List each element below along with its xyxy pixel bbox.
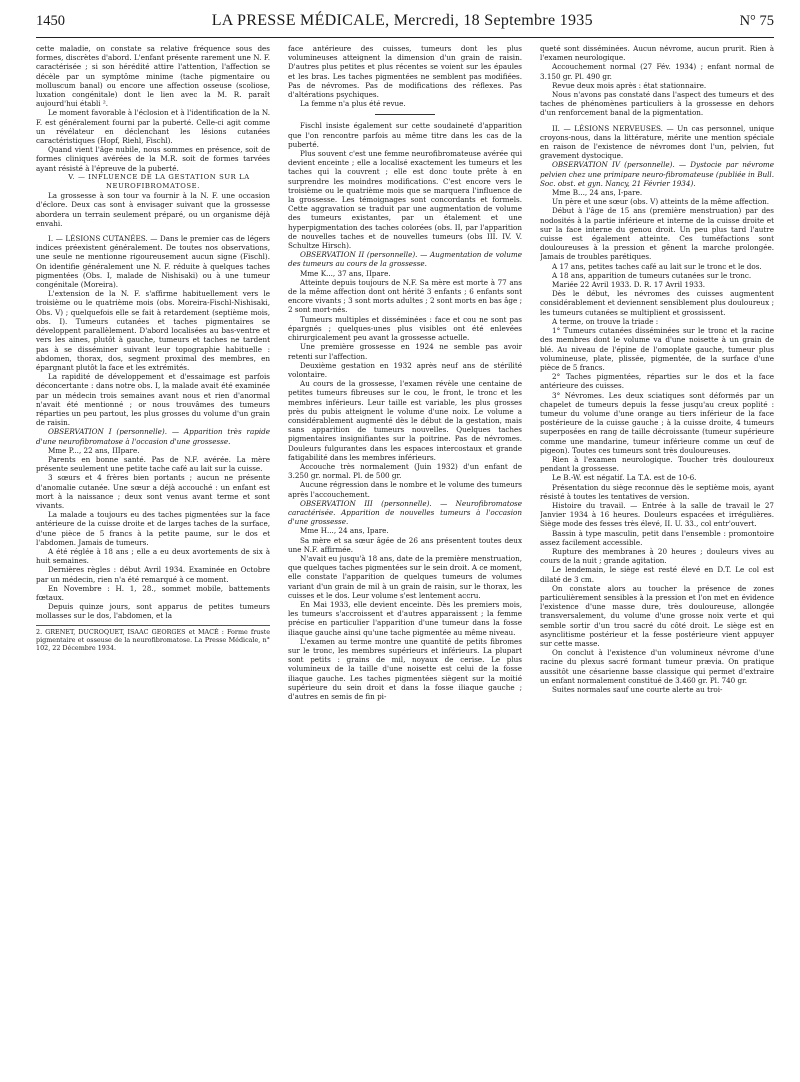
paragraph: Accouche très normalement (Juin 1932) d'un enfant de 3.250 gr. normal. Pl. de 500 gr. [288,461,522,481]
paragraph: Début à l'âge de 15 ans (première menstruation) par des nodosités à la partie inférieure et interne de la cuisse droite et sur la face interne du genou droit. Un peu plus tard l'autre cuisse est également atteinte. Ces tuméfactions sont douloureuses à la pression et gênent la marche prolongée. Jamais de troubles parétiques. [540,206,774,262]
observation-heading: OBSERVATION III (personnelle). — Neurofibromatose caractérisée. Apparition de nouvelles tumeurs à l'occasion d'une grossesse. [288,498,522,527]
paragraph: L'extension de la N. F. s'affirme habituellement vers le troisième ou le quatrième mois (obs. Moreira-Fischl-Nishisaki, Obs. V) ; quelquefois elle se fait à retardement (septième mois, obs. I). Tumeurs cutanées et taches pigmentaires se développent parallèlement. D'abord localisées au bas-ventre et vers les aines, plutôt à gauche, tumeurs et taches ne tardent pas à se disséminer suivant leur topographie habituelle : abdomen, thorax, dos, segment proximal des membres, en épargnant plutôt la face et les extrémités. [36,289,270,372]
issue-number: N° 75 [739,13,774,29]
paragraph: Présentation du siège reconnue dès le septième mois, ayant résisté à toutes les tentatives de version. [540,482,774,501]
column-left [36,44,270,1074]
header-rule [36,37,774,38]
page-header [36,12,774,36]
paragraph: A terme, on trouve la triade : [552,316,659,326]
paragraph: En Mai 1933, elle devient enceinte. Dès les premiers mois, les tumeurs s'accroissent et d'autres apparaissent ; la femme précise en particulier l'apparition d'une tumeur dans la fosse iliaque gauche ainsi qu'une tache pigmentée au même niveau. [288,599,522,637]
journal-title: LA PRESSE MÉDICALE, Mercredi, 18 Septembre 1935 [211,12,593,29]
paragraph: Rien à l'examen neurologique. Toucher très douloureux pendant la grossesse. [540,454,774,474]
paragraph: II. — LÉSIONS NERVEUSES. — Un cas personnel, unique croyons-nous, dans la littérature, mérite une mention spéciale en raison de l'existence de névromes dont l'un, pelvien, fut gravement dystocique. [540,123,774,161]
paragraph: La grossesse à son tour va fournir à la N. F. une occasion d'éclore. Deux cas sont à envisager suivant que la grossesse abordera un terrain seulement préparé, ou un organisme déjà envahi. [36,191,270,228]
paragraph: N'avait eu jusqu'à 18 ans, date de la première menstruation, que quelques taches pigmentées sur le sein droit. A ce moment, elle constate l'apparition de quelques tumeurs de volumes variant d'un grain de mil à un grain de raisin, sur le thorax, les cuisses et le dos. Leur volume s'est lentement accru. [288,553,522,600]
observation-heading: OBSERVATION I (personnelle). — Apparition très rapide d'une neurofibromatose à l'occasion d'une grossesse. [36,427,270,446]
observation-heading: OBSERVATION II (personnelle). — Augmentation de volume des tumeurs au cours de la grossesse. [288,250,522,269]
paragraph: Histoire du travail. — Entrée à la salle de travail le 27 Janvier 1934 à 16 heures. Douleurs espacées et irrégulières. Siège mode des fesses très élevé, II. U. 33., col entr'ouvert. [540,500,774,529]
paragraph: Mme H..., 24 ans, Ipare. [300,526,389,536]
footnote: 2. GRENET, DUCROQUET, ISAAC GEORGES et MACÉ : Forme fruste pigmentaire et osseuse de la neurofibromatose. La Presse Médicale, n° 102, 22 Décembre 1934. [36,625,270,652]
paragraph: Bassin à type masculin, petit dans l'ensemble : promontoire assez facilement accessible. [540,528,774,547]
paragraph: Accouchement normal (27 Fév. 1934) ; enfant normal de 3.150 gr. Pl. 490 gr. [540,62,774,81]
paragraph: L'examen au terme montre une quantité de petits fibromes sur le tronc, les membres supérieurs et inférieurs. La plupart sont petits : grains de mil, noyaux de cerise. Le plus volumineux de la taille d'une noisette est celui de la fosse iliaque gauche. Les taches pigmentées siègent sur la moitié supérieure du sein droit et dans la fosse iliaque gauche ; d'autres en semis de fin pi- [288,636,522,702]
paragraph: I. — LÉSIONS CUTANÉES. — Dans le premier cas de légers indices préexistent généralement. De toutes nos observations, une seule ne mentionne rigoureusement aucun signe (Fischl). On identifie généralement une N. F. réduite à quelques taches pigmentées (Obs. I, malade de Nishisaki) ou à une tumeur congénitale (Moreira). [36,234,270,290]
paragraph: Le B.-W. est négatif. La T.A. est de 10-6. [552,473,697,483]
paragraph: La femme n'a plus été revue. [300,99,406,109]
paragraph: En Novembre : H. 1, 28., sommet mobile, battements fœtaux. [36,583,270,602]
paragraph: Mme K..., 37 ans, IIpare. [300,268,391,278]
paragraph: Rupture des membranes à 20 heures ; douleurs vives au cours de la nuit ; grande agitation. [540,546,774,566]
paragraph: Mme P..., 22 ans, IIIpare. [48,445,140,455]
paragraph: Tumeurs multiples et disséminées : face et cou ne sont pas épargnés ; quelques-unes plus visibles ont été enlevées chirurgicalement peu avant la grossesse actuelle. [288,314,522,343]
page-number: 1450 [36,13,65,29]
observation-heading: OBSERVATION IV (personnelle). — Dystocie par névrome pelvien chez une primipare neuro-fibromateuse (publiée in Bull. Soc. obst. et gyn. Nancy, 21 Février 1934). [540,160,774,188]
paragraph: face antérieure des cuisses, tumeurs dont les plus volumineuses atteignent la dimension d'un grain de raisin. D'autres plus petites et plus récentes se voient sur les épaules et les bras. Les taches pigmentées ne semblent pas modifiées. Pas de névromes. Pas de modifications des réflexes. Pas d'altérations psychiques. [288,44,522,100]
paragraph: Fischl insiste également sur cette soudaineté d'apparition que l'on rencontre parfois au même titre dans les cas de la puberté. [288,121,522,149]
paragraph: Le moment favorable à l'éclosion et à l'identification de la N. F. est généralement fourni par la puberté. Celle-ci agit comme un révélateur en déclenchant les lésions cutanées caractéristiques (Hopf, Riehl, Fischl). [36,108,270,146]
paragraph: Une première grossesse en 1924 ne semble pas avoir retenti sur l'affection. [288,342,522,361]
paragraph: Depuis quinze jours, sont apparus de petites tumeurs mollasses sur le dos, l'abdomen, et la [36,602,270,621]
paragraph: Sa mère et sa sœur âgée de 26 ans présentent toutes deux une N.F. affirmée. [288,535,522,554]
paragraph: Revue deux mois après : état stationnaire. [552,80,707,90]
paragraph: On constate alors au toucher la présence de zones particulièrement sensibles à la pression et l'on met en évidence l'existence d'une masse dure, très douloureuse, allongée transversalement, du volume d'une grosse noix verte et qui semble sortir d'un trou sacré du côté droit. Le siège est en asynclitisme postérieur et la fesse postérieure vient appuyer sur cette masse. [540,583,774,648]
paragraph: 3° Névromes. Les deux sciatiques sont déformés par un chapelet de tumeurs depuis la fesse jusqu'au creux poplité : tumeur du volume d'une orange au tiers inférieur de la face postérieure de la cuisse gauche ; à la cuisse droite, 4 tumeurs superposées en rang de taille décroissante (tumeur supérieure comme une mandarine, tumeur inférieure comme un œuf de pigeon). Toutes ces tumeurs sont très douloureuses. [540,390,774,455]
paragraph: Dès le début, les névromes des cuisses augmentent considérablement et deviennent sensiblement plus douloureux ; les tumeurs cutanées se multiplient et grossissent. [540,289,774,317]
paragraph: Au cours de la grossesse, l'examen révèle une centaine de petites tumeurs fibreuses sur le cou, le front, le tronc et les membres inférieurs. Leur taille est variable, les plus grosses près du pubis atteignent le volume d'une noix. Le volume a considérablement augmenté dès le début de la gestation, mais sans apparition de tumeurs nouvelles. Quelques taches pigmentaires insignifiantes sur la poitrine. Pas de névromes. Douleurs fulgurantes dans les espaces intercostaux et grande fatigabilité dans les membres inférieurs. [288,379,522,462]
paragraph: La malade a toujours eu des taches pigmentées sur la face antérieure de la cuisse droite et de larges taches de la surface, d'une pièce de 5 francs à la petite paume, sur le dos et l'abdomen. Jamais de tumeurs. [36,510,270,547]
paragraph: A 17 ans, petites taches café au lait sur le tronc et le dos. [552,261,762,271]
paragraph: Deuxième gestation en 1932 après neuf ans de stérilité volontaire. [288,360,522,379]
paragraph: cette maladie, on constate sa relative fréquence sous des formes, discrètes d'abord. L'enfant présente rarement une N. F. caractérisée ; si son hérédité attire l'attention, l'affection se décèle par un symptôme minime (tache pigmentaire ou molluscum banal) ou encore une affection osseuse (scoliose, luxation congénitale) dont le lien avec la M. R. paraît aujourd'hui établi ². [36,44,270,109]
paragraph: Un père et une sœur (obs. V) atteints de la même affection. [552,197,770,207]
text-columns [36,44,774,1074]
paragraph: On conclut à l'existence d'un volumineux névrome d'une racine du plexus sacré formant tumeur prævia. On pratique aussitôt une césarienne basse classique qui permet d'extraire un enfant normalement constitué de 3.460 gr. Pl. 740 gr. [540,648,774,685]
column-middle [288,44,522,1074]
paragraph: Mme B..., 24 ans, I-pare. [552,188,643,198]
paragraph: Quand vient l'âge nubile, nous sommes en présence, soit de formes cliniques avérées de la M.R. soit de formes tarvées ayant résisté à l'épreuve de la puberté. [36,145,270,173]
paragraph: La rapidité de développement et d'essaimage est parfois déconcertante : dans notre obs. I, la malade avait été examinée par un médecin trois semaines avant nous et rien d'anormal n'avait été mentionné ; or nous trouvâmes des tumeurs réparties un peu partout, les plus grosses du volume d'un grain de raisin. [36,372,270,428]
paragraph: Suites normales sauf une courte alerte au troi- [552,685,723,695]
paragraph: Mariée 22 Avril 1933. D. R. 17 Avril 1933. [552,280,706,290]
paragraph: Aucune régression dans le nombre et le volume des tumeurs après l'accouchement. [288,480,522,499]
paragraph: Nous n'avons pas constaté dans l'aspect des tumeurs et des taches de phénomènes particuliers à la grossesse en dehors d'un renforcement banal de la pigmentation. [540,90,774,118]
separator-rule [375,114,435,115]
paragraph: 2° Taches pigmentées, réparties sur le dos et la face antérieure des cuisses. [540,372,774,391]
paragraph: Plus souvent c'est une femme neurofibromateuse avérée qui devient enceinte ; elle a localisé exactement les tumeurs et les taches qui la couvrent ; elle est donc toute prête à en surprendre les moindres modifications. C'est encore vers le troisième ou le quatrième mois que se marquera l'influence de la grossesse. Les témoignages sont concordants et formels. Cette aggravation se traduit par une augmentation de volume des tumeurs existantes, par un étalement et une hyperpigmentation des taches colorées (obs. II, par l'apparition de nouvelles taches et de nouvelles tumeurs (obs III. IV. V. Schultze Hirsch). [288,149,522,251]
column-right [540,44,774,1074]
paragraph: Atteinte depuis toujours de N.F. Sa mère est morte à 77 ans de la même affection dont ont hérité 3 enfants ; 6 enfants sont encore vivants ; 3 sont morts adultes ; 2 sont morts en bas âge ; 2 sont mort-nés. [288,277,522,315]
paragraph: A 18 ans, apparition de tumeurs cutanées sur le tronc. [552,270,752,280]
paragraph: A été réglée à 18 ans ; elle a eu deux avortements de six à huit semaines. [36,546,270,566]
paragraph: 1° Tumeurs cutanées disséminées sur le tronc et la racine des membres dont le volume va d'une noisette à un grain de blé. Au niveau de l'épine de l'omoplate gauche, tumeur plus volumineuse, plate, plissée, pigmentée, de la surface d'une pièce de 5 francs. [540,326,774,372]
paragraph: 3 sœurs et 4 frères bien portants ; aucun ne présente d'anomalie cutanée. Une sœur a déjà accouché : un enfant est mort à la naissance ; deux sont venus avant terme et sont vivants. [36,473,270,510]
section-heading: V. — INFLUENCE DE LA GESTATION SUR LA NEUROFIBROMATOSE. [68,172,250,191]
paragraph: queté sont disséminées. Aucun névrome, aucun prurit. Rien à l'examen neurologique. [540,44,774,63]
paragraph: Parents en bonne santé. Pas de N.F. avérée. La mère présente seulement une petite tache café au lait sur la cuisse. [36,454,270,474]
paragraph: Le lendemain, le siège est resté élevé en D.T. Le col est dilaté de 3 cm. [540,565,774,584]
paragraph: Dernières règles : début Avril 1934. Examinée en Octobre par un médecin, rien n'a été remarqué à ce moment. [36,565,270,584]
